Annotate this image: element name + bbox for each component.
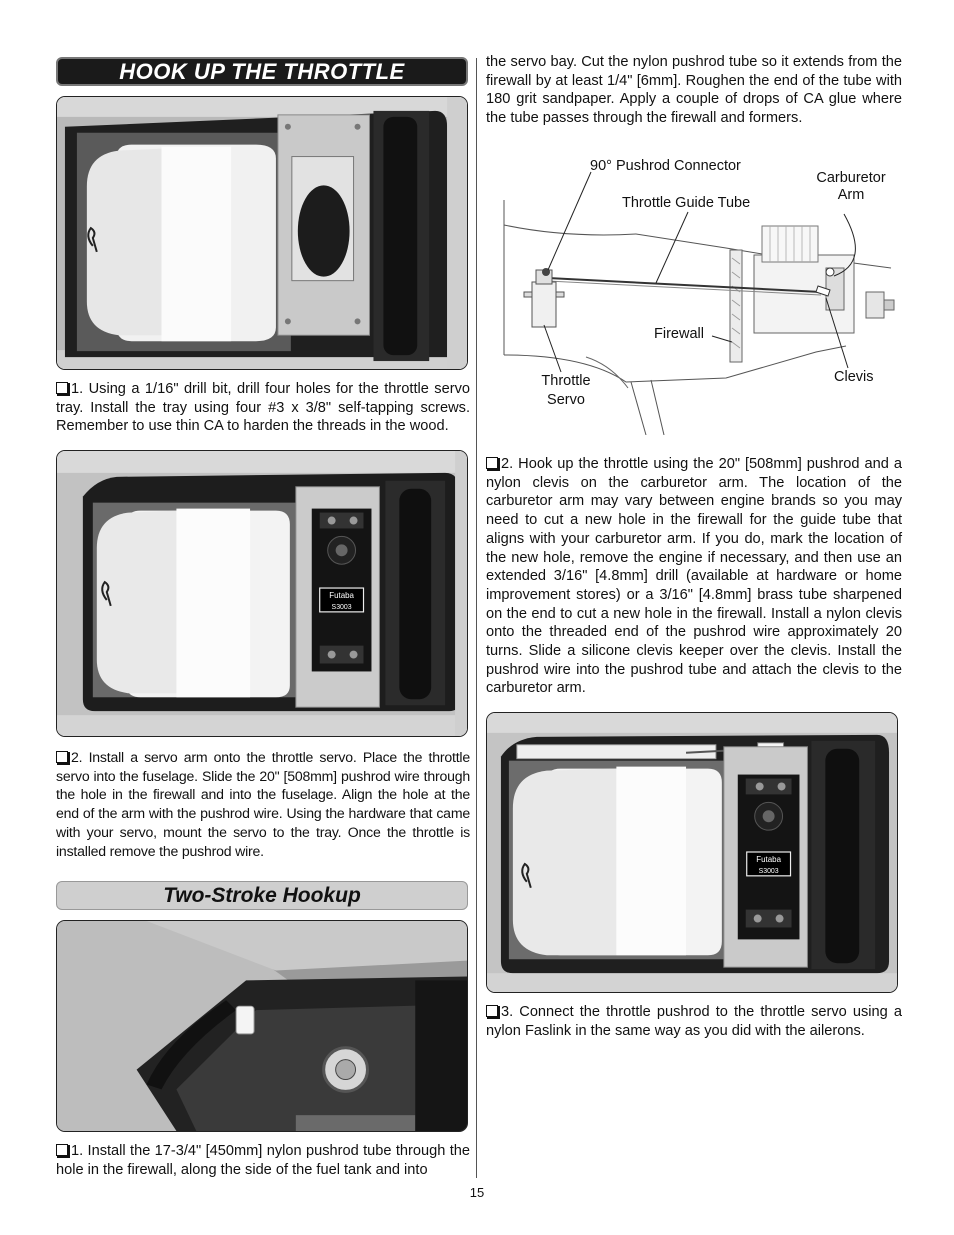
column-divider (476, 58, 477, 1178)
checkbox-icon[interactable] (56, 382, 68, 394)
step-hook-up-1 (56, 380, 470, 436)
label-guide-tube: Throttle Guide Tube (622, 195, 751, 211)
step-two-stroke-2-text: 2. Hook up the throttle using the 20" [508mm] pushrod and a nylon clevis on the carburetor arm. The location of the carburetor arm may vary between engine brands so you may need to cut a new hole in the firewall for the guide tube that aligns with your carburetor arm. If you do, mark the location of the new hole, remove the engine if necessary, and then use an extended 3/16" [4.8mm] drill (available at hardware or home improvement stores) or a 3/16" [4.8mm] brass tube sharpened on the end to cut a new hole in the firewall. Install a nylon clevis onto the threaded end of the pushrod wire approximately 20 turns. Slide a silicone clevis keeper over the clevis. Install the pushrod wire into the pushrod tube and attach the clevis to the carburetor arm. (486, 456, 902, 697)
servo-model-label: S3003 (331, 603, 352, 611)
photo-servo-tray (56, 96, 468, 370)
servo-brand-label: Futaba (329, 590, 354, 600)
label-carburetor-arm-line2: Arm (837, 187, 865, 203)
label-throttle-servo-line1: Throttle (541, 373, 591, 389)
step-hook-up-2-text: 2. Install a servo arm onto the throttle servo. Place the throttle servo into the fuselage. Slide the 20" [508mm] pushrod wire through the hole in the firewall and into the fuselage. Align the hole at the end of the arm with the pushrod wire. Using the hardware that came with your servo, mount the servo to the tray. Once the throttle is installed remove the pushrod wire. (56, 749, 470, 859)
checkbox-icon[interactable] (56, 751, 68, 763)
label-firewall: Firewall (654, 326, 704, 342)
step-hook-up-2 (56, 748, 470, 860)
label-carburetor-arm-line1: Carburetor (816, 170, 886, 186)
checkbox-icon[interactable] (56, 1144, 68, 1156)
page-number: 15 (469, 1185, 485, 1200)
step-two-stroke-2 (486, 455, 902, 698)
servo-model-label: S3003 (758, 867, 779, 875)
step-two-stroke-1-text: 1. Install the 17-3/4" [450mm] nylon pushrod tube through the hole in the firewall, along the side of the fuel tank and into (56, 1143, 470, 1178)
throttle-linkage-diagram (486, 150, 906, 435)
photo-servo-installed (56, 450, 468, 737)
photo-pushrod-connected (486, 712, 898, 993)
step-two-stroke-1 (56, 1142, 470, 1179)
heading-two-stroke-hookup-text: Two-Stroke Hookup (163, 883, 361, 907)
photo-firewall-tube (56, 920, 468, 1132)
step-hook-up-1-text: 1. Using a 1/16" drill bit, drill four holes for the throttle servo tray. Install the tray using four #3 x 3/8" self-tapping screws. Remember to use thin CA to harden the threads in the wood. (56, 381, 470, 435)
label-pushrod-connector: 90° Pushrod Connector (590, 158, 741, 174)
step-two-stroke-3 (486, 1003, 902, 1040)
step-two-stroke-1-continued-text: the servo bay. Cut the nylon pushrod tube so it extends from the firewall by at least 1/4" [6mm]. Roughen the end of the tube with 180 grit sandpaper. Apply a couple of drops of CA glue where the tube passes through the firewall and formers. (486, 54, 902, 127)
checkbox-icon[interactable] (486, 457, 498, 469)
label-clevis: Clevis (834, 369, 874, 385)
step-two-stroke-1-continued (486, 53, 902, 128)
servo-brand-label: Futaba (756, 854, 781, 864)
label-throttle-servo-line2: Servo (547, 392, 585, 408)
heading-hook-up-throttle (56, 57, 468, 86)
heading-two-stroke-hookup (56, 881, 468, 910)
heading-hook-up-throttle-text: HOOK UP THE THROTTLE (119, 58, 405, 84)
step-two-stroke-3-text: 3. Connect the throttle pushrod to the throttle servo using a nylon Faslink in the same way as you did with the ailerons. (486, 1004, 902, 1039)
checkbox-icon[interactable] (486, 1005, 498, 1017)
